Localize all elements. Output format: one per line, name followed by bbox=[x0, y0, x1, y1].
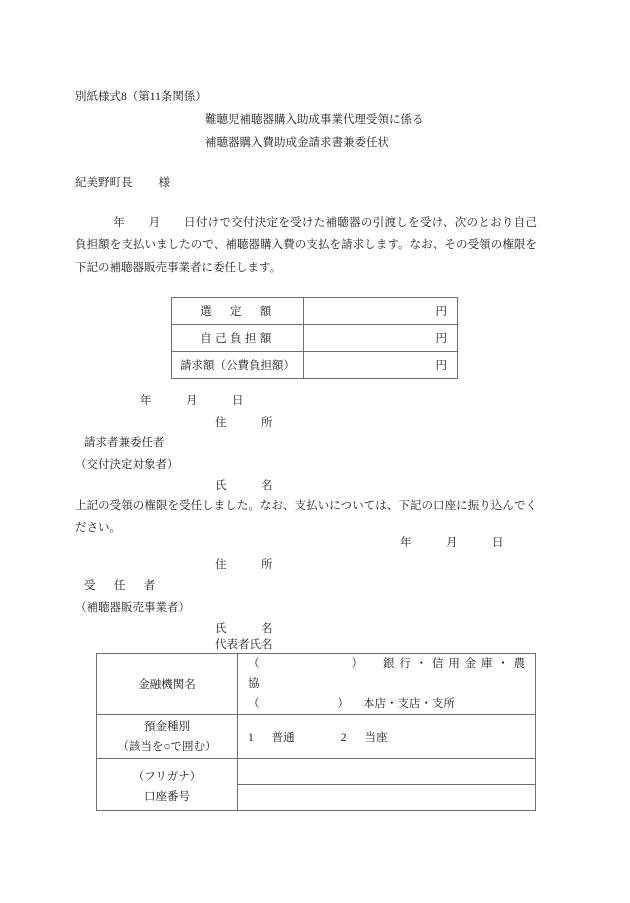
bank-institution-line-2 bbox=[248, 694, 535, 714]
amount-value-selected[interactable]: 円 bbox=[304, 298, 458, 325]
claimant-role-sublabel: （交付決定対象者） bbox=[75, 459, 179, 471]
addressee-name: 紀美野町長 bbox=[75, 177, 133, 189]
account-label-cell bbox=[97, 759, 238, 811]
deposit-type-label: 預金種別 bbox=[144, 720, 190, 733]
account-number-value[interactable] bbox=[238, 785, 536, 811]
table-row bbox=[97, 759, 536, 785]
claimant-address-label: 住 所 bbox=[215, 417, 273, 429]
claimant-role-label: 請求者兼委任者 bbox=[84, 437, 165, 449]
amount-table bbox=[171, 297, 458, 379]
trustee-date-line[interactable]: 年 月 日 bbox=[400, 537, 504, 549]
open-paren: （ bbox=[248, 658, 260, 670]
document-title-line-2: 補聴器購入費助成金請求書兼委任状 bbox=[205, 137, 389, 149]
bank-institution-value[interactable] bbox=[238, 654, 536, 715]
close-paren: ） bbox=[337, 698, 349, 711]
acceptance-paragraph: 上記の受領の権限を受任しました。なお、支払いについては、下記の口座に振り込んでください。 bbox=[75, 500, 537, 535]
claimant-date-line[interactable]: 年 月 日 bbox=[140, 395, 244, 407]
addressee-honorific: 様 bbox=[158, 177, 170, 189]
intro-paragraph-text: 年 月 日付けで交付決定を受けた補聴器の引渡しを受け、次のとおり自己負担額を支払いましたので、補聴器購入費の支払を請求します。なお、その受領の権限を下記の補聴器販売事業者に委任します。 bbox=[75, 217, 537, 274]
claimant-name-label: 氏 名 bbox=[215, 480, 273, 492]
document-title-line-1: 難聴児補聴器購入助成事業代理受領に係る bbox=[205, 114, 424, 126]
deposit-option-1-label[interactable]: 普通 bbox=[271, 731, 295, 744]
amount-label-selected: 選 定 額 bbox=[172, 298, 304, 325]
trustee-role-label: 受 任 者 bbox=[84, 580, 159, 592]
bank-account-table bbox=[96, 653, 536, 811]
table-row bbox=[172, 325, 458, 352]
table-row bbox=[97, 715, 536, 759]
close-paren: ） bbox=[351, 658, 363, 670]
table-row bbox=[172, 298, 458, 325]
deposit-type-label-cell bbox=[97, 715, 238, 759]
amount-label-self-pay: 自己負担額 bbox=[172, 325, 304, 352]
deposit-option-2-label[interactable]: 当座 bbox=[364, 731, 388, 744]
addressee bbox=[75, 178, 170, 190]
deposit-option-1-number: 1 bbox=[248, 731, 254, 744]
furigana-label: （フリガナ） bbox=[132, 770, 202, 783]
table-row bbox=[172, 352, 458, 379]
intro-paragraph bbox=[75, 212, 537, 279]
furigana-value[interactable] bbox=[238, 759, 536, 785]
form-number: 別紙様式8（第11条関係） bbox=[75, 91, 207, 103]
amount-label-claim: 請求額（公費負担額） bbox=[172, 352, 304, 379]
open-paren: （ bbox=[248, 698, 260, 711]
table-row bbox=[97, 654, 536, 715]
trustee-role-sublabel: （補聴器販売事業者） bbox=[75, 602, 190, 614]
trustee-representative-label: 代表者氏名 bbox=[215, 639, 273, 651]
deposit-type-options[interactable] bbox=[238, 715, 536, 759]
bank-institution-label: 金融機関名 bbox=[97, 654, 238, 715]
bank-institution-line-1 bbox=[248, 654, 535, 694]
bank-institution-options-2[interactable]: 本店・支店・支所 bbox=[363, 698, 455, 711]
bank-institution-options-1[interactable]: 銀行・信用金庫・農協 bbox=[248, 658, 530, 691]
amount-value-self-pay[interactable]: 円 bbox=[304, 325, 458, 352]
deposit-type-option-group bbox=[248, 732, 388, 744]
deposit-option-2-number: 2 bbox=[340, 731, 347, 744]
amount-value-claim[interactable]: 円 bbox=[304, 352, 458, 379]
account-number-label: 口座番号 bbox=[144, 790, 190, 803]
trustee-address-label: 住 所 bbox=[215, 559, 273, 571]
trustee-name-label: 氏 名 bbox=[215, 623, 273, 635]
deposit-type-sublabel: （該当を○で囲む） bbox=[117, 740, 217, 753]
